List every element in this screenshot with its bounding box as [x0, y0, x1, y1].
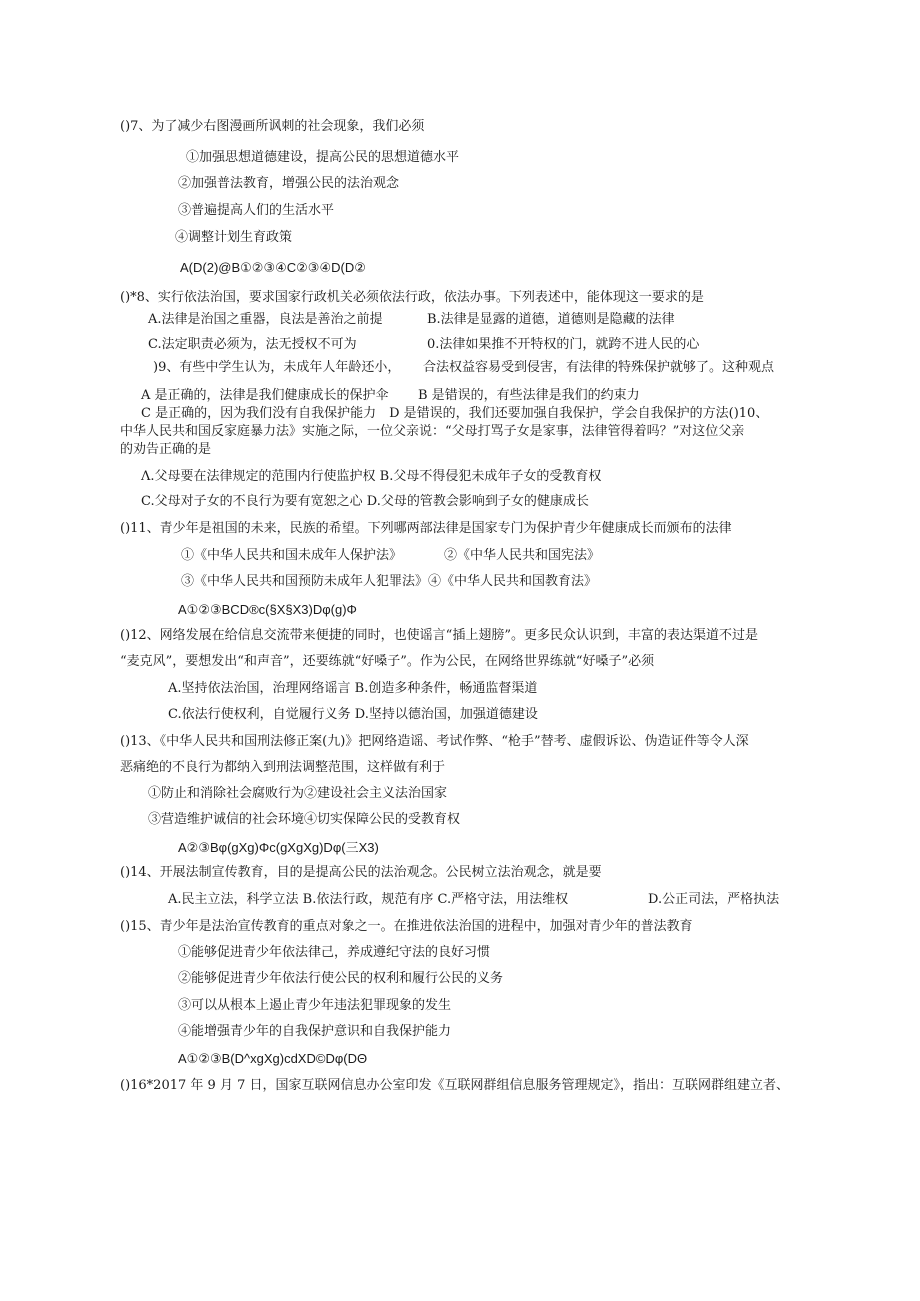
q11-stem: ()11、青少年是祖国的未来，民族的希望。下列哪两部法律是国家专门为保护青少年健康成长而颁布的法律 [120, 521, 732, 536]
q9-stem-part1: )9、有些中学生认为，未成年人年龄还小， [153, 360, 401, 375]
q11-option-2: ②《中华人民共和国宪法》 [444, 548, 601, 563]
q9-stem-part2: 合法权益容易受到侵害，有法律的特殊保护就够了。这种观点 [423, 360, 775, 375]
q10-stem-line2: 的劝告正确的是 [120, 442, 212, 457]
q14-options-abc: A.民主立法，科学立法 B.依法行政，规范有序 C.严格守法，用法维权 [168, 892, 569, 907]
q7-option-4: ④调整计划生育政策 [175, 230, 293, 245]
q12-options-ab: A.坚持依法治国，治理网络谣言 B.创造多种条件，畅通监督渠道 [168, 681, 538, 696]
q8-option-c: C.法定职责必须为，法无授权不可为 [148, 337, 357, 352]
q8-stem: ()*8、实行依法治国，要求国家行政机关必须依法行政，依法办事。下列表述中，能体现这一要求的是 [120, 290, 704, 305]
q7-option-1: ①加强思想道德建设，提高公民的思想道德水平 [186, 150, 460, 165]
q12-stem-line2: “麦克风”，要想发出“和声音”，还要练就“好嗓子”。作为公民，在网络世界练就“好嗓子”必须 [120, 654, 655, 669]
q7-option-2: ②加强普法教育，增强公民的法治观念 [178, 176, 400, 191]
q14-option-d: D.公正司法，严格执法 [648, 892, 780, 907]
q15-option-2: ②能够促进青少年依法行使公民的权利和履行公民的义务 [178, 971, 504, 986]
q13-stem-line2: 恶痛绝的不良行为都纳入到刑法调整范围，这样做有利于 [120, 760, 446, 775]
q7-stem: ()7、为了减少右图漫画所讽刺的社会现象，我们必须 [120, 119, 425, 134]
q13-options-34: ③营造维护诚信的社会环境④切实保障公民的受教育权 [148, 812, 461, 827]
q14-stem: ()14、开展法制宣传教育，目的是提高公民的法治观念。公民树立法治观念，就是要 [120, 865, 602, 880]
q12-stem-line1: ()12、网络发展在给信息交流带来便捷的同时，也使谣言“插上翅膀”。更多民众认识到，丰富的表达渠道不过是 [120, 628, 758, 643]
q15-option-4: ④能增强青少年的自我保护意识和自我保护能力 [178, 1024, 452, 1039]
q9-option-b: B 是错误的，有些法律是我们的约束力 [418, 388, 640, 403]
q11-answer-choices: A①②③BCD®c(§X§X3)Dφ(g)Φ [178, 602, 357, 617]
q10-options-cd: C.父母对子女的不良行为要有宽恕之心 D.父母的管教会影响到子女的健康成长 [141, 494, 589, 509]
q16-stem: ()16*2017 年 9 月 7 日，国家互联网信息办公室印发《互联网群组信息服务管理规定》，指出：互联网群组建立者、 [120, 1078, 789, 1093]
q10-stem-line1: 中华人民共和国反家庭暴力法》实施之际，一位父亲说：“父母打骂子女是家事，法律管得着吗？”对这位父亲 [120, 424, 745, 439]
q11-options-34: ③《中华人民共和国预防未成年人犯罪法》④《中华人民共和国教育法》 [181, 574, 598, 589]
q7-answer-choices: A(D(2)@B①②③④C②③④D(D② [180, 260, 366, 275]
q11-option-1: ①《中华人民共和国未成年人保护法》 [181, 548, 403, 563]
q10-options-ab: Λ.父母要在法律规定的范围内行使监护权 B.父母不得侵犯未成年子女的受教育权 [141, 469, 602, 484]
q8-option-a: A.法律是治国之重器，良法是善治之前提 [148, 312, 383, 327]
q8-option-d: 0.法律如果推不开特权的门，就跨不进人民的心 [427, 337, 700, 352]
q13-stem-line1: ()13、《中华人民共和国刑法修正案(九)》把网络造谣、考试作弊、“枪手”替考、虚假诉讼、伪造证件等令人深 [120, 734, 749, 749]
q9-options-cd: C 是正确的，因为我们没有自我保护能力 D 是错误的，我们还要加强自我保护，学会自我保护的方法()10、 [141, 406, 769, 421]
q9-option-a: A 是正确的，法律是我们健康成长的保护伞 [141, 388, 389, 403]
q7-option-3: ③普遍提高人们的生活水平 [178, 203, 335, 218]
q15-answer-choices: A①②③B(D^xgXg)cdXD©Dφ(DΘ [178, 1051, 368, 1066]
q12-options-cd: C.依法行使权利，自觉履行义务 D.坚持以德治国，加强道德建设 [168, 707, 538, 722]
q15-stem: ()15、青少年是法治宣传教育的重点对象之一。在推进依法治国的进程中，加强对青少年的普法教育 [120, 919, 693, 934]
q13-options-12: ①防止和消除社会腐败行为②建设社会主义法治国家 [148, 786, 448, 801]
q13-answer-choices: A②③Bφ(gXg)Φc(gXgXg)Dφ(三X3) [178, 840, 379, 855]
q15-option-3: ③可以从根本上遏止青少年违法犯罪现象的发生 [178, 998, 452, 1013]
q15-option-1: ①能够促进青少年依法律己，养成遵纪守法的良好习惯 [178, 945, 491, 960]
q8-option-b: B.法律是显露的道德，道德则是隐藏的法律 [427, 312, 675, 327]
